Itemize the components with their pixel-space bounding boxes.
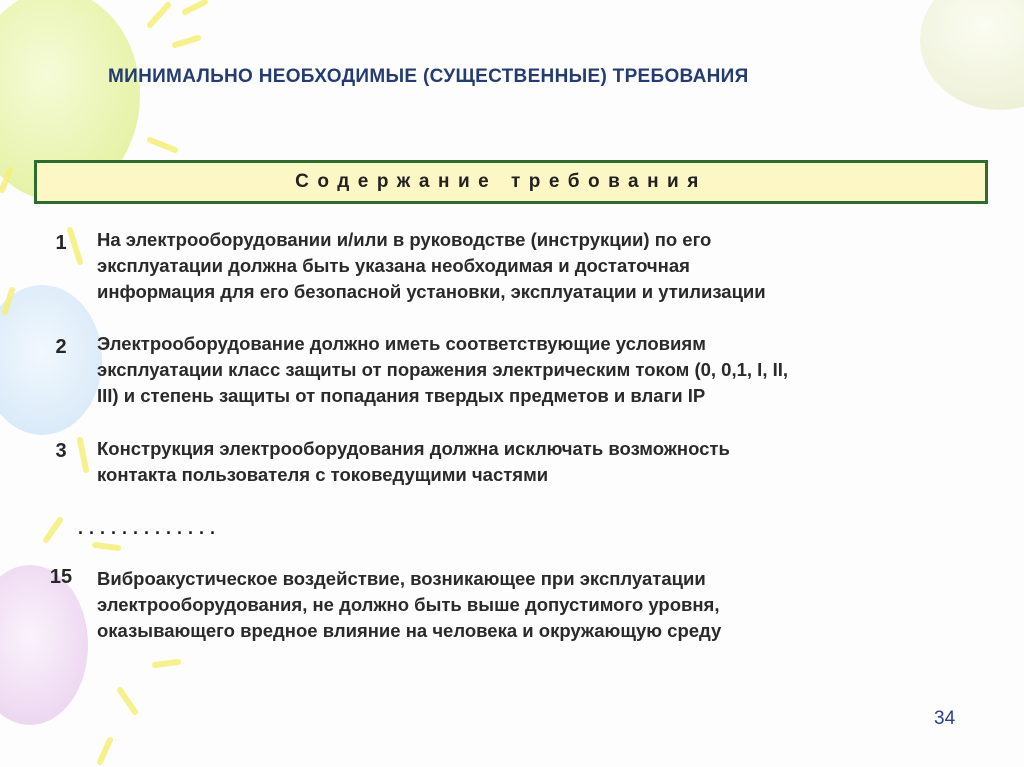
requirement-number: 15 bbox=[49, 566, 73, 588]
pink-balloon bbox=[0, 565, 88, 725]
requirement-header-box bbox=[34, 160, 988, 204]
requirement-line: контакта пользователя с токоведущими частями bbox=[97, 464, 549, 485]
requirement-line: эксплуатации должна быть указана необходимая и достаточная bbox=[97, 255, 690, 276]
requirement-line: Конструкция электрооборудования должна исключать возможность bbox=[97, 438, 730, 459]
requirement-header-text: Содержание требования bbox=[295, 171, 707, 192]
blue-balloon bbox=[0, 285, 102, 435]
requirement-text bbox=[97, 566, 997, 644]
requirement-line: эксплуатации класс защиты от поражения электрическим током (0, 0,1, I, II, bbox=[97, 359, 789, 380]
requirement-number: 1 bbox=[55, 232, 67, 254]
requirement-text bbox=[97, 331, 997, 409]
page-number: 34 bbox=[934, 708, 956, 729]
right-balloon bbox=[920, 0, 1024, 110]
requirement-line: электрооборудования, не должно быть выше допустимого уровня, bbox=[97, 594, 720, 615]
requirement-text bbox=[97, 436, 997, 488]
requirement-line: оказывающего вредное влияние на человека и окружающую среду bbox=[97, 620, 722, 641]
requirement-text bbox=[97, 227, 997, 305]
requirement-number: 3 bbox=[55, 440, 67, 462]
ellipsis: ............. bbox=[78, 518, 222, 538]
requirement-line: Виброакустическое воздействие, возникающее при эксплуатации bbox=[97, 568, 706, 589]
requirement-number: 2 bbox=[55, 336, 67, 358]
slide-title: МИНИМАЛЬНО НЕОБХОДИМЫЕ (СУЩЕСТВЕННЫЕ) ТРЕБОВАНИЯ bbox=[108, 66, 749, 87]
requirement-line: информация для его безопасной установки, эксплуатации и утилизации bbox=[97, 281, 766, 302]
requirement-line: III) и степень защиты от попадания твердых предметов и влаги IP bbox=[97, 385, 706, 406]
requirement-line: На электрооборудовании и/или в руководстве (инструкции) по его bbox=[97, 229, 712, 250]
requirement-line: Электрооборудование должно иметь соответствующие условиям bbox=[97, 333, 706, 354]
